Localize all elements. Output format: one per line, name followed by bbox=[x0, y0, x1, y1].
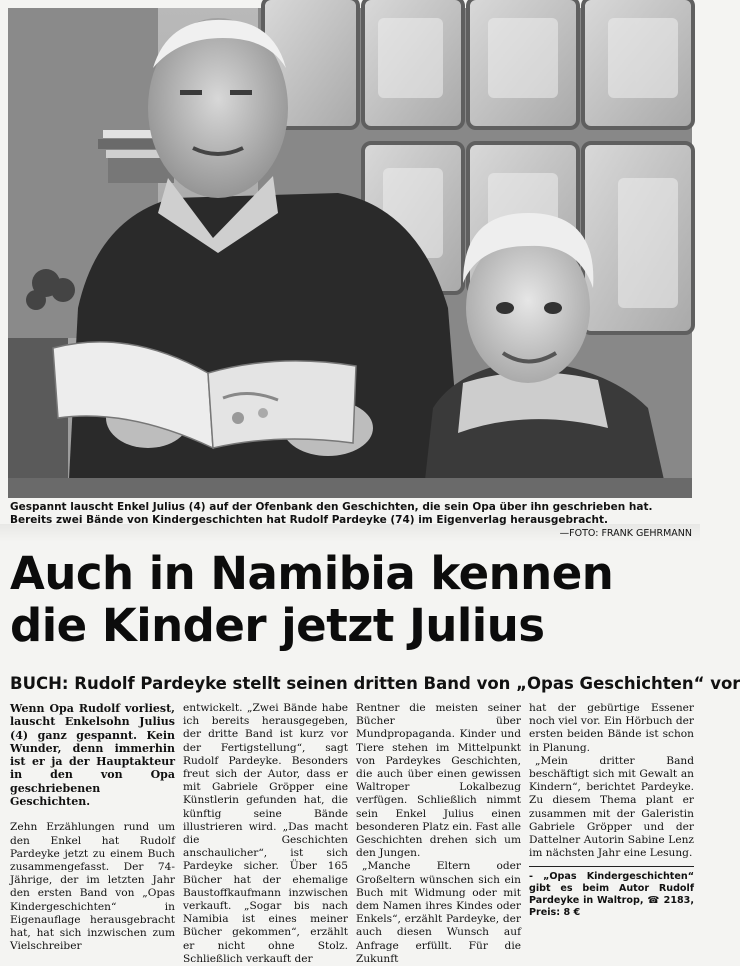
paragraph: entwickelt. „Zwei Bände habe ich bereits herausgegeben, der dritte Band ist kurz vor der Fertigstellung“, sagt Rudolf Pardeyke. Besonders freut sich der Autor, dass er mit Gabriele Gröpper eine Künstlerin gefunden hat, die künftig seine Bände illustrieren wird. „Das macht die Geschichten anschaulicher“, ist sich Pardeyke sicher. Über 165 Bücher hat der ehemalige Baustoffkaufmann inzwischen verkauft. „Sogar bis nach Namibia ist eines meiner Bücher gekommen“, erzählt er nicht ohne Stolz. Schließlich verkauft der bbox=[183, 702, 348, 965]
paragraph: Zehn Erzählungen rund um den Enkel hat Rudolf Pardeyke jetzt zu einem Buch zusammengefasst. Der 74-Jährige, der im letzten Jahr den ersten Band von „Opas Kindergeschichten“ in Eigenauflage herausgebracht hat, hat sich inzwischen zum Vielschreiber bbox=[10, 821, 175, 953]
stove-bench bbox=[8, 478, 692, 498]
paragraph: „Mein dritter Band beschäftigt sich mit Gewalt an Kindern“, berichtet Pardeyke. Zu diesem Thema plant er zusammen mit der Galeristin Gabriele Gröpper und der Dattelner Autorin Sabine Lenz im nächsten Jahr eine Lesung. bbox=[529, 754, 694, 860]
subheadline: BUCH: Rudolf Pardeyke stellt seinen dritten Band von „Opas Geschichten“ vor bbox=[10, 674, 740, 693]
photo-illustration bbox=[8, 8, 692, 498]
paragraph: Rentner die meisten seiner Bücher über Mundpropaganda. Kinder und Tiere stehen im Mittelpunkt von Pardeykes Geschichten, die auch über einen gewissen Waltroper Lokalbezug verfügen. Schließlich nimmt sein Enkel Julius einen besonderen Platz ein. Fast alle Geschichten drehen sich um den Jungen. bbox=[356, 702, 521, 860]
article-photo bbox=[8, 8, 692, 498]
column-4 bbox=[529, 702, 694, 934]
headline bbox=[10, 548, 692, 652]
photo-caption bbox=[10, 501, 692, 540]
paragraph: hat der gebürtige Essener noch viel vor. Ein Hörbuch der ersten beiden Bände ist schon in Planung. bbox=[529, 702, 694, 754]
info-box: - „Opas Kindergeschichten“ gibt es beim Autor Rudolf Pardeyke in Waltrop, ☎ 2183, Preis: 8 € bbox=[529, 866, 694, 919]
photo-credit: —FOTO: FRANK GEHRMANN bbox=[559, 528, 692, 539]
column-2 bbox=[183, 702, 348, 965]
headline-line-1: Auch in Namibia kennen bbox=[10, 547, 614, 600]
column-3 bbox=[356, 702, 521, 965]
headline-line-2: die Kinder jetzt Julius bbox=[10, 599, 545, 652]
lead-paragraph: Wenn Opa Rudolf vorliest, lauscht Enkelsohn Julius (4) ganz gespannt. Kein Wunder, denn immerhin ist er ja der Hauptakteur in den von Opa geschriebenen Geschichten. bbox=[10, 702, 175, 809]
paragraph: „Manche Eltern oder Großeltern wünschen sich ein Buch mit Widmung oder mit dem Namen ihres Kindes oder Enkels“, erzählt Pardeyke, der auch diesen Wunsch auf Anfrage erfüllt. Für die Zukunft bbox=[356, 860, 521, 965]
article-body bbox=[10, 702, 694, 965]
caption-text: Gespannt lauscht Enkel Julius (4) auf der Ofenbank den Geschichten, die sein Opa über ihn geschrieben hat. Bereits zwei Bände von Kindergeschichten hat Rudolf Pardeyke (74) im Eigenverlag herausgebracht. bbox=[10, 501, 653, 526]
column-1 bbox=[10, 702, 175, 953]
